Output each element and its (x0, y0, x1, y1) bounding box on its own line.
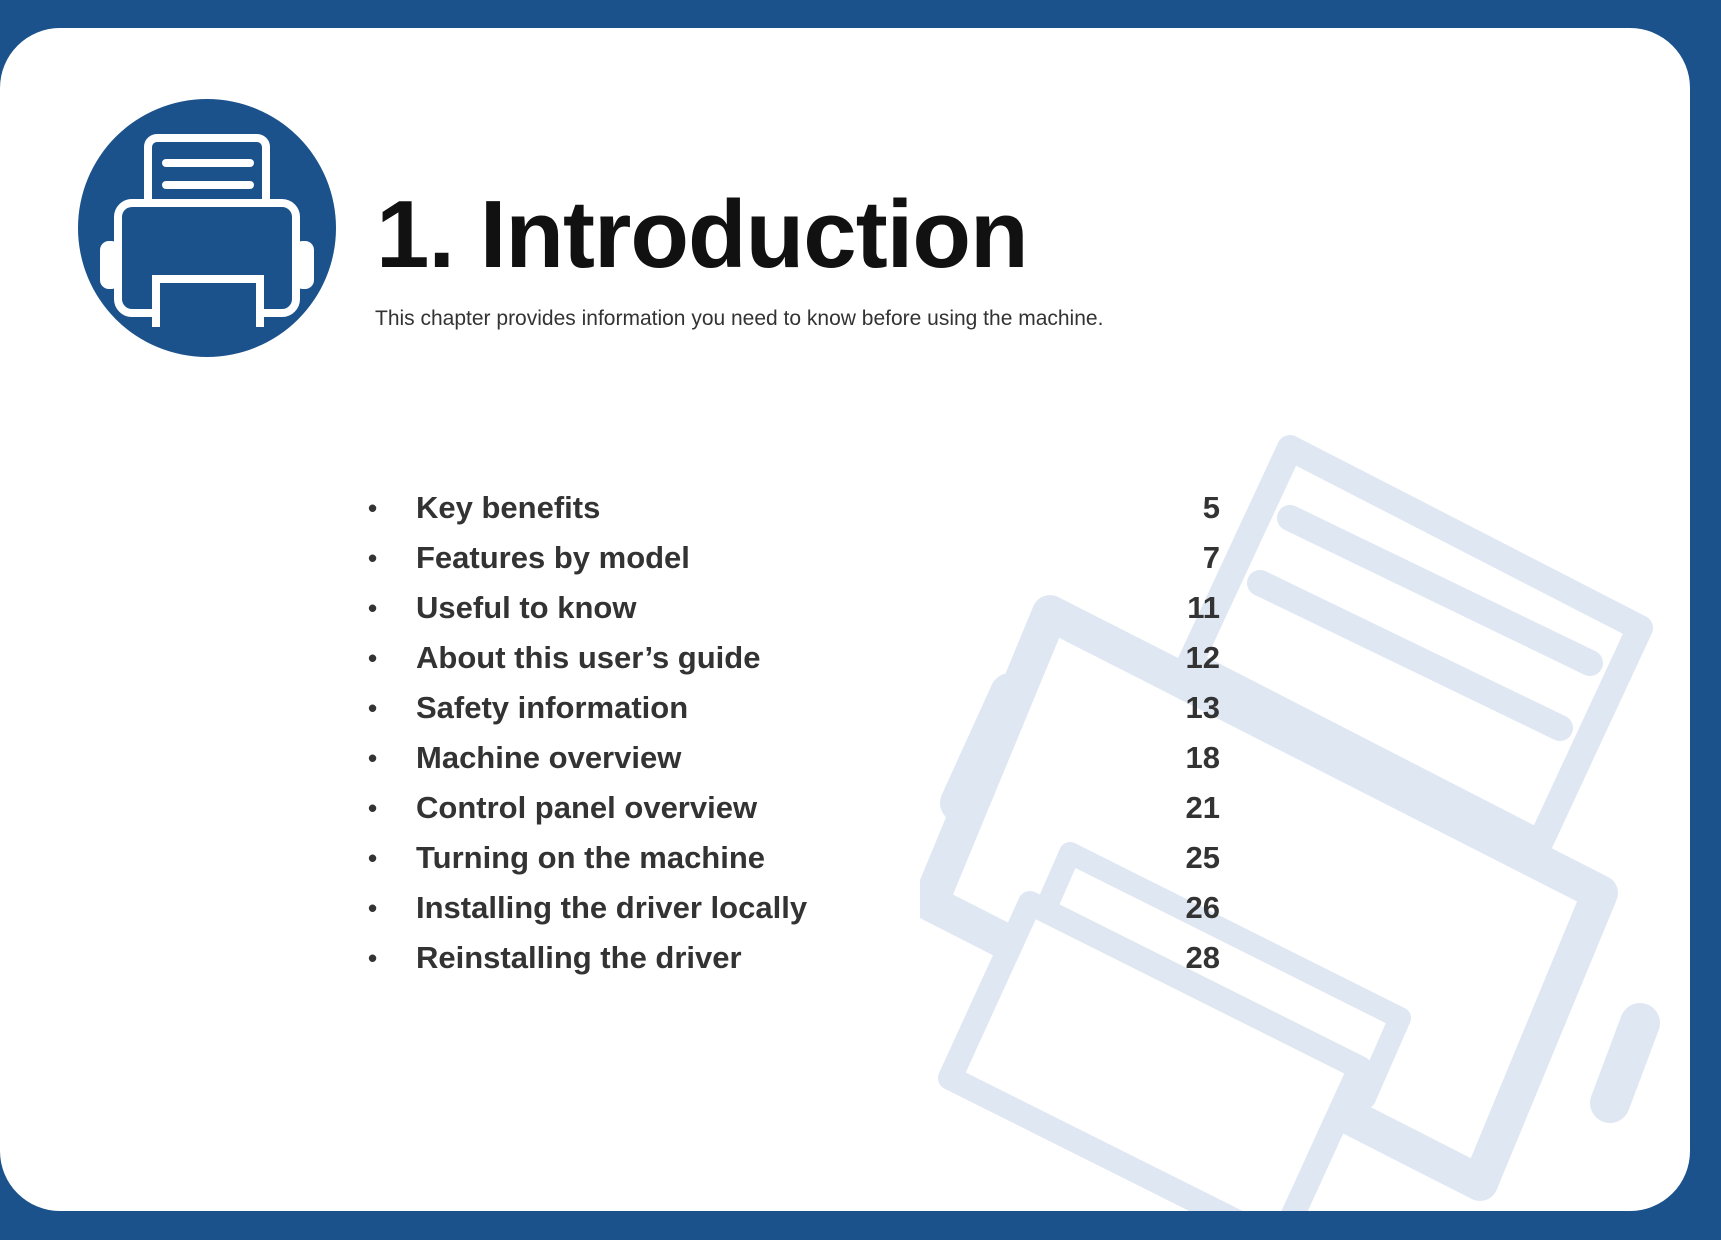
toc-item[interactable] (368, 783, 1220, 833)
toc-item-page[interactable]: 13 (1185, 690, 1220, 725)
toc-item[interactable] (368, 533, 1220, 583)
bullet: • (368, 643, 378, 673)
bullet: • (368, 843, 378, 873)
toc-item-label[interactable]: Machine overview (416, 740, 682, 775)
toc-item[interactable] (368, 483, 1220, 533)
toc-item-page[interactable]: 11 (1187, 590, 1220, 625)
bullet: • (368, 493, 378, 523)
bullet: • (368, 593, 378, 623)
toc-item-label[interactable]: Turning on the machine (416, 840, 766, 875)
toc-item[interactable] (368, 683, 1220, 733)
bullet: • (368, 793, 378, 823)
toc-item-page[interactable]: 25 (1185, 840, 1220, 875)
bullet: • (368, 743, 378, 773)
bullet: • (368, 693, 378, 723)
table-of-contents (368, 483, 1220, 983)
bullet: • (368, 943, 378, 973)
page (0, 28, 1690, 1211)
toc-item[interactable] (368, 633, 1220, 683)
toc-item-label[interactable]: Useful to know (416, 590, 637, 625)
toc-item-label[interactable]: About this user’s guide (416, 640, 761, 675)
toc-item[interactable] (368, 583, 1220, 633)
toc-item-label[interactable]: Control panel overview (416, 790, 758, 825)
printer-icon (78, 99, 336, 357)
toc-item-label[interactable]: Key benefits (416, 490, 601, 525)
toc-item-page[interactable]: 21 (1185, 790, 1220, 825)
toc-item-page[interactable]: 26 (1185, 890, 1220, 925)
toc-item-page[interactable]: 12 (1185, 640, 1220, 675)
toc-item-label[interactable]: Installing the driver locally (416, 890, 808, 925)
chapter-subtitle: This chapter provides information you need to know before using the machine. (375, 307, 1104, 330)
toc-item-label[interactable]: Reinstalling the driver (416, 940, 742, 975)
toc-item-page[interactable]: 28 (1185, 940, 1220, 975)
toc-item[interactable] (368, 733, 1220, 783)
toc-item[interactable] (368, 883, 1220, 933)
bullet: • (368, 893, 378, 923)
toc-item[interactable] (368, 833, 1220, 883)
bullet: • (368, 543, 378, 573)
toc-item-label[interactable]: Safety information (416, 690, 689, 725)
toc-item-page[interactable]: 18 (1185, 740, 1220, 775)
toc-item-page[interactable]: 5 (1202, 490, 1220, 525)
toc-item[interactable] (368, 933, 1220, 983)
toc-item-label[interactable]: Features by model (416, 540, 690, 575)
chapter-title: 1. Introduction (376, 181, 1028, 288)
toc-item-page[interactable]: 7 (1202, 540, 1220, 575)
